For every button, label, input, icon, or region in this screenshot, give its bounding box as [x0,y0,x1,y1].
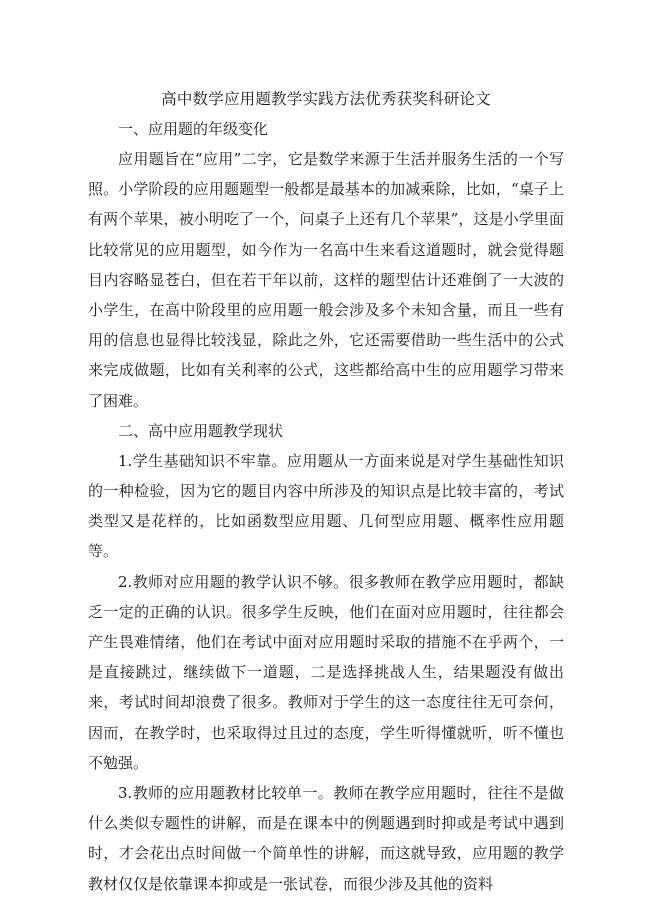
section-1-paragraph-1: 应用题旨在“应用”二字，它是数学来源于生活并服务生活的一个写照。小学阶段的应用题题型一般都是最基本的加减乘除，比如，“桌子上有两个苹果，被小明吃了一个，问桌子上还有几个苹果”，这是小学里面比较常见的应用题型，如今作为一名高中生来看这道题时，就会觉得题目内容略显苍白，但在若干年以前，这样的题型估计还难倒了一大波的小学生，在高中阶段里的应用题一般会涉及多个未知含量，而且一些有用的信息也显得比较浅显，除此之外，它还需要借助一些生活中的公式来完成做题，比如有关利率的公式，这些都给高中生的应用题学习带来了困难。 [88,150,564,410]
section-heading-1: 一、应用题的年级变化 [118,120,269,138]
section-2-paragraph-3: 3.教师的应用题教材比较单一。教师在教学应用题时，往往不是做什么类似专题性的讲解，而是在课本中的例题遇到时抑或是考试中遇到时，才会花出点时间做一个简单性的讲解，而这就导致，应用题的教学教材仅仅是依靠课本抑或是一张试卷，而很少涉及其他的资料 [88,784,564,893]
section-heading-2: 二、高中应用题教学现状 [118,421,284,440]
section-2-paragraph-1: 1.学生基础知识不牢靠。应用题从一方面来说是对学生基础性知识的一种检验，因为它的题目内容中所涉及的知识点是比较丰富的，考试类型又是花样的，比如函数型应用题、几何型应用题、概率性应用题等。 [88,451,564,561]
document-page [88,84,564,899]
section-2-paragraph-2: 2.教师对应用题的教学认识不够。很多教师在教学应用题时，都缺乏一定的正确的认识。很多学生反映，他们在面对应用题时，往往都会产生畏难情绪，他们在考试中面对应用题时采取的措施不在乎两个，一是直接跳过，继续做下一道题，二是选择挑战人生，结果题没有做出来，考试时间却浪费了很多。教师对于学生的这一态度往往无可奈何，因而，在教学时，也采取得过且过的态度，学生听得懂就听，听不懂也不勉强。 [88,572,564,772]
document-title: 高中数学应用题教学实践方法优秀获奖科研论文 [161,90,491,108]
